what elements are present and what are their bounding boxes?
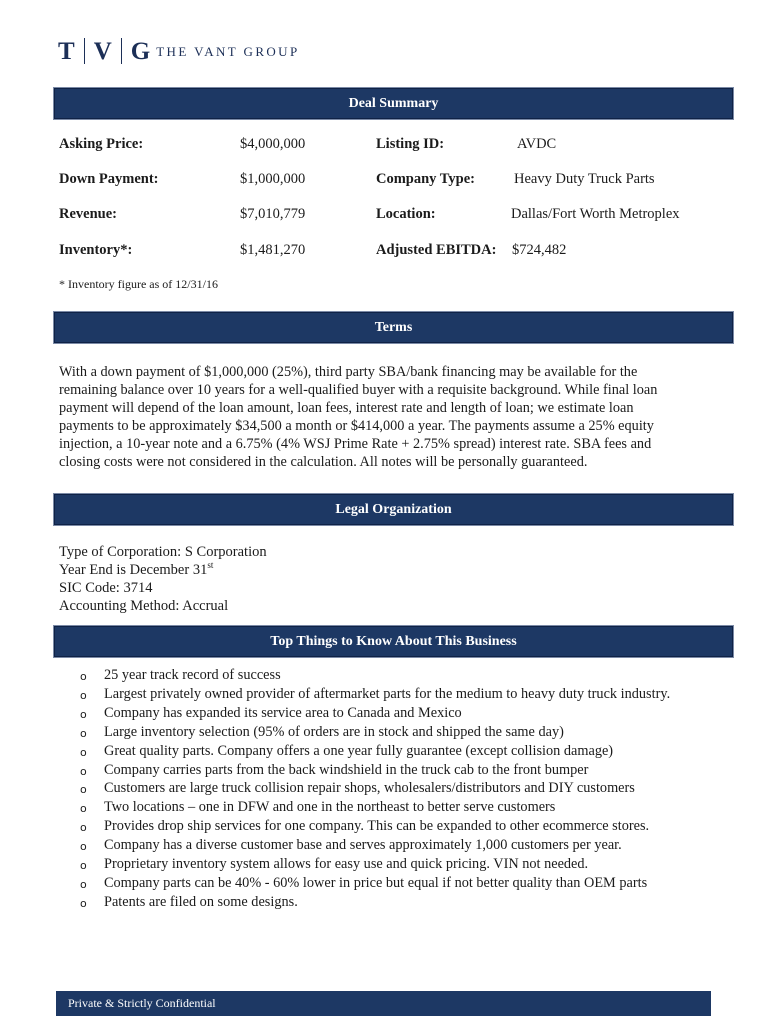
bullet-circle-icon: o: [80, 726, 87, 740]
list-item: [80, 875, 670, 894]
bullet-circle-icon: o: [80, 859, 87, 873]
logo-letter-t: T: [58, 37, 75, 65]
year-end-suffix: st: [207, 560, 214, 571]
list-item-text: Largest privately owned provider of aftermarket parts for the medium to heavy duty truck industry.: [104, 685, 671, 702]
terms-line: remaining balance over 10 years for a well-qualified buyer with a requisite background. While final loan: [59, 382, 658, 398]
legal-organization-heading: Legal Organization: [53, 493, 734, 526]
confidential-footer: Private & Strictly Confidential: [56, 991, 711, 1016]
list-item-text: 25 year track record of success: [104, 667, 281, 683]
inventory-footnote: * Inventory figure as of 12/31/16: [59, 277, 218, 291]
top-things-list: [80, 667, 670, 913]
legal-organization-details: [59, 543, 267, 615]
list-item: [80, 837, 670, 856]
location-label: Location:: [376, 206, 436, 222]
list-item: [80, 780, 670, 799]
list-item: [80, 743, 670, 762]
list-item-text: Proprietary inventory system allows for easy use and quick pricing. VIN not needed.: [104, 856, 589, 873]
listing-id-label: Listing ID:: [376, 136, 445, 152]
bullet-circle-icon: o: [80, 764, 87, 778]
deal-summary-heading: Deal Summary: [53, 87, 734, 120]
bullet-circle-icon: o: [80, 840, 87, 854]
list-item-text: Large inventory selection (95% of orders are in stock and shipped the same day): [104, 723, 564, 740]
inventory-value: $1,481,270: [240, 242, 306, 258]
bullet-circle-icon: o: [80, 896, 87, 910]
list-item: [80, 894, 670, 913]
list-item-text: Two locations – one in DFW and one in the northeast to better serve customers: [104, 799, 556, 816]
bullet-circle-icon: o: [80, 670, 87, 683]
revenue-label: Revenue:: [59, 206, 117, 222]
year-end-text: Year End is December 31: [59, 562, 208, 578]
bullet-circle-icon: o: [80, 707, 87, 721]
list-item-text: Company parts can be 40% - 60% lower in price but equal if not better quality than OEM parts: [104, 874, 648, 891]
bullet-circle-icon: o: [80, 821, 87, 835]
revenue-value: $7,010,779: [240, 206, 306, 222]
listing-id-value: AVDC: [517, 136, 557, 152]
terms-line: payments to be approximately $34,500 a month or $414,000 a year. The payments assume a 25% equity: [59, 418, 654, 434]
terms-paragraph: [59, 363, 719, 471]
logo-letter-g: G: [130, 37, 151, 65]
top-things-heading: Top Things to Know About This Business: [53, 625, 734, 658]
list-item-text: Provides drop ship services for one company. This can be expanded to other ecommerce stores.: [104, 818, 650, 835]
bullet-circle-icon: o: [80, 802, 87, 816]
list-item-text: Company has a diverse customer base and serves approximately 1,000 customers per year.: [104, 837, 622, 854]
bullet-circle-icon: o: [80, 688, 87, 702]
logo-divider: [121, 38, 122, 64]
list-item-text: Patents are filed on some designs.: [104, 893, 298, 910]
asking-price-label: Asking Price:: [59, 136, 144, 152]
list-item: [80, 686, 670, 705]
list-item: [80, 818, 670, 837]
adjusted-ebitda-value: $724,482: [512, 242, 567, 258]
accounting-method: Accounting Method: Accrual: [59, 598, 229, 614]
list-item-text: Customers are large truck collision repair shops, wholesalers/distributors and DIY customers: [104, 780, 635, 797]
list-item: [80, 762, 670, 781]
terms-line: closing costs were not considered in the calculation. All notes will be personally guaranteed.: [59, 454, 588, 470]
year-end: [59, 561, 267, 579]
corporation-type: Type of Corporation: S Corporation: [59, 544, 267, 560]
down-payment-value: $1,000,000: [240, 171, 306, 187]
terms-line: injection, a 10-year note and a 6.75% (4% WSJ Prime Rate + 2.75% spread) interest rate. SBA fees and: [59, 436, 652, 452]
asking-price-value: $4,000,000: [240, 136, 306, 152]
company-type-label: Company Type:: [376, 171, 475, 187]
location-value: Dallas/Fort Worth Metroplex: [511, 206, 680, 222]
logo-company-name: THE VANT GROUP: [156, 44, 300, 59]
bullet-circle-icon: o: [80, 745, 87, 759]
bullet-circle-icon: o: [80, 877, 87, 891]
sic-code: SIC Code: 3714: [59, 580, 153, 596]
list-item: [80, 799, 670, 818]
list-item-text: Great quality parts. Company offers a one year fully guarantee (except collision damage): [104, 742, 614, 759]
terms-line: With a down payment of $1,000,000 (25%), third party SBA/bank financing may be available for the: [59, 364, 638, 380]
logo-divider: [84, 38, 85, 64]
list-item: [80, 856, 670, 875]
list-item: [80, 667, 670, 686]
company-type-value: Heavy Duty Truck Parts: [514, 171, 655, 187]
company-logo: [58, 36, 300, 66]
adjusted-ebitda-label: Adjusted EBITDA:: [376, 242, 497, 258]
inventory-label: Inventory*:: [59, 242, 133, 258]
list-item-text: Company has expanded its service area to Canada and Mexico: [104, 704, 462, 721]
list-item: [80, 724, 670, 743]
list-item: [80, 705, 670, 724]
down-payment-label: Down Payment:: [59, 171, 159, 187]
terms-line: payment will depend of the loan amount, loan fees, interest rate and length of loan; we estimate loan: [59, 400, 634, 416]
terms-heading: Terms: [53, 311, 734, 344]
logo-letter-v: V: [93, 37, 112, 65]
list-item-text: Company carries parts from the back windshield in the truck cab to the front bumper: [104, 761, 589, 778]
bullet-circle-icon: o: [80, 783, 87, 797]
